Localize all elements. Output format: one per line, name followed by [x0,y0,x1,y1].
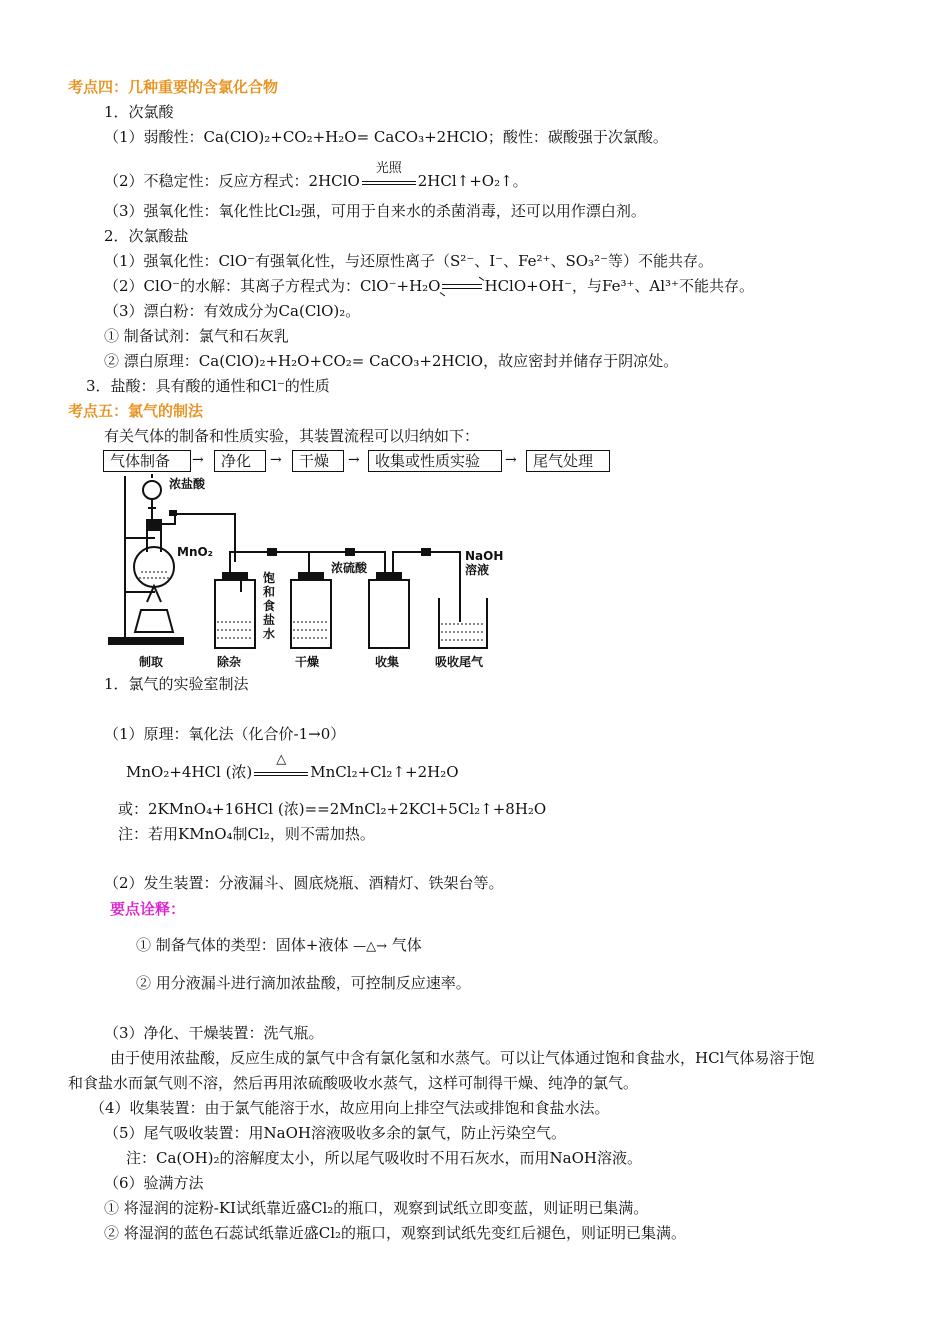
section4-title: 考点四：几种重要的含氯化合物 [68,78,279,96]
key-point-1-right: 气体 [391,936,422,954]
caption-purify: 除杂 [217,655,242,669]
hydrolysis-right: HClO+OH⁻，与Fe³⁺、Al³⁺不能共存。 [484,277,754,295]
bleaching-reagents: ① 制备试剂：氯气和石灰乳 [104,327,289,345]
label-brine-5: 水 [263,627,276,641]
flow-arrow-icon: → [192,452,204,468]
flow-step-collect: 收集或性质实验 [368,450,502,472]
flow-step-tail-gas: 尾气处理 [526,450,610,472]
hclo-instability-right: 2HCl↑+O₂↑。 [417,172,528,190]
caption-absorb: 吸收尾气 [435,655,484,669]
generation-apparatus: （2）发生装置：分液漏斗、圆底烧瓶、酒精灯、铁架台等。 [104,874,504,892]
heat-condition-arrow [252,752,310,782]
label-solution: 溶液 [465,563,490,577]
collection-apparatus: （4）收集装置：由于氯气能溶于水，故应用向上排空气法或排饱和食盐水法。 [90,1099,610,1117]
flow-arrow-icon: → [505,452,517,468]
flow-intro: 有关气体的制备和性质实验，其装置流程可以归纳如下： [104,427,480,445]
label-brine-4: 盐 [263,613,276,627]
note-kmno4: 注：若用KMnO₄制Cl₂，则不需加热。 [118,825,375,843]
key-point-2: ② 用分液漏斗进行滴加浓盐酸，可控制反应速率。 [136,974,471,992]
full-check-heading: （6）验满方法 [104,1174,204,1192]
hypochlorite-heading: 2．次氯酸盐 [104,227,189,245]
caption-dry: 干燥 [295,655,320,669]
eq1-left: MnO₂+4HCl (浓) [126,763,253,781]
purify-explanation-2: 和食盐水而氯气则不溶，然后再用浓硫酸吸收水蒸气，这样可制得干燥、纯净的氯气。 [68,1074,639,1092]
principle: （1）原理：氧化法（化合价-1→0） [104,725,346,743]
flow-arrow-icon: → [270,452,282,468]
key-point-1-left: ① 制备气体的类型：固体+液体 [136,936,349,954]
hclo-heading: 1．次氯酸 [104,103,174,121]
hclo-instability [104,161,528,191]
eq1-right: MnCl₂+Cl₂↑+2H₂O [310,763,459,781]
full-check-2: ② 将湿润的蓝色石蕊试纸靠近盛Cl₂的瓶口，观察到试纸先变红后褪色，则证明已集满。 [104,1224,687,1242]
flow-step-generate: 气体制备 [103,450,191,472]
heat-condition-label: △ [276,752,287,767]
label-naoh: NaOH [465,549,504,563]
label-conc-hcl: 浓盐酸 [169,477,206,491]
hypochlorite-hydrolysis [104,276,754,296]
light-condition-arrow [360,161,418,191]
chlorine-apparatus-diagram [95,472,515,672]
hclo-weak-acid: （1）弱酸性：Ca(ClO)₂+CO₂+H₂O= CaCO₃+2HClO；酸性：碳酸强于次氯酸。 [104,128,668,146]
key-points-title: 要点诠释： [110,900,186,918]
lab-method-heading: 1．氯气的实验室制法 [104,675,249,693]
hypochlorite-oxidizing: （1）强氧化性：ClO⁻有强氧化性，与还原性离子（S²⁻、I⁻、Fe²⁺、SO₃²⁻等）不能共存。 [104,252,713,270]
reversible-arrow-icon [440,276,484,296]
full-check-1: ① 将湿润的淀粉-KI试纸靠近盛Cl₂的瓶口，观察到试纸立即变蓝，则证明已集满。 [104,1199,649,1217]
label-brine-1: 饱 [263,571,276,585]
label-brine-2: 和 [263,585,276,599]
hydrolysis-left: （2）ClO⁻的水解：其离子方程式为：ClO⁻+H₂O [104,277,441,295]
tail-gas-apparatus: （5）尾气吸收装置：用NaOH溶液吸收多余的氯气，防止污染空气。 [104,1124,566,1142]
label-brine-3: 食 [263,599,276,613]
note-caoh2: 注：Ca(OH)₂的溶解度太小，所以尾气吸收时不用石灰水，而用NaOH溶液。 [126,1149,642,1167]
key-point-1 [136,935,422,957]
equation-mno2 [126,752,459,782]
flow-arrow-icon: → [348,452,360,468]
purify-dry-apparatus: （3）净化、干燥装置：洗气瓶。 [104,1024,324,1042]
bleaching-principle: ② 漂白原理：Ca(ClO)₂+H₂O+CO₂= CaCO₃+2HClO，故应密封并储存于阴凉处。 [104,352,679,370]
bleaching-powder: （3）漂白粉：有效成分为Ca(ClO)₂。 [104,302,361,320]
hclo-oxidizing: （3）强氧化性：氧化性比Cl₂强，可用于自来水的杀菌消毒，还可以用作漂白剂。 [104,202,646,220]
flow-step-dry: 干燥 [292,450,344,472]
purify-explanation-1: 由于使用浓盐酸，反应生成的氯气中含有氯化氢和水蒸气。可以让气体通过饱和食盐水，HCl气体易溶于饱 [110,1049,815,1067]
caption-collect: 收集 [375,655,400,669]
label-mno2: MnO₂ [177,545,213,559]
section5-title: 考点五：氯气的制法 [68,402,204,420]
hclo-instability-left: （2）不稳定性：反应方程式：2HClO [104,172,360,190]
caption-generate: 制取 [139,655,164,669]
light-condition-label: 光照 [375,161,402,176]
equation-kmno4: 或：2KMnO₄+16HCl (浓)==2MnCl₂+2KCl+5Cl₂↑+8H₂O [118,800,547,818]
flow-step-purify: 净化 [214,450,266,472]
hydrochloric-acid: 3．盐酸：具有酸的通性和Cl⁻的性质 [86,377,330,395]
label-conc-h2so4: 浓硫酸 [331,561,368,575]
heat-arrow-icon: —△→ [353,939,388,954]
